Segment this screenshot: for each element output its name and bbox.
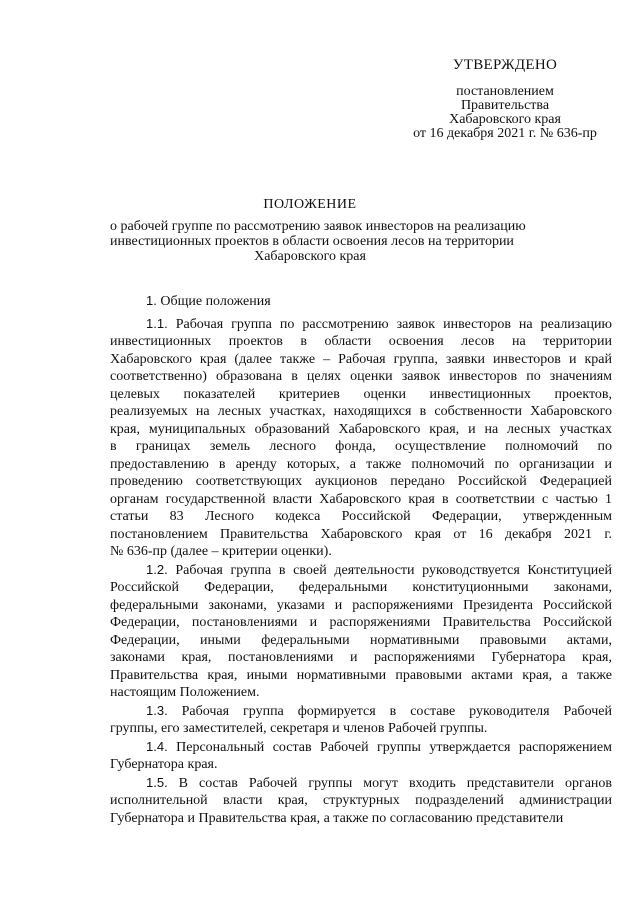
paragraph-line-text: Рабочая группа формируется в составе руководителя Рабочей: [181, 703, 612, 719]
paragraph-line: [110, 421, 612, 439]
paragraph-line: [110, 649, 612, 667]
paragraph-line: [110, 632, 612, 650]
paragraph-line-text: Рабочая группа в своей деятельности руководствуется Конституцией: [175, 562, 612, 578]
paragraph-line-text: Федерации, иными федеральными нормативными правовыми актами,: [110, 632, 612, 648]
paragraph-line: [110, 473, 612, 491]
paragraph-line: [110, 508, 612, 526]
paragraph-line: [110, 438, 612, 456]
paragraph-line: [110, 756, 612, 774]
paragraph-line: [110, 333, 612, 351]
paragraph-line-text: федеральными законами, указами и распоряжениями Президента Российской: [110, 597, 612, 613]
paragraph-line-text: соответственно) образована в целях оценки заявок инвесторов по значениям: [110, 369, 612, 384]
approval-stamp: [390, 58, 620, 141]
title-block: [110, 197, 526, 264]
paragraph: [110, 702, 612, 738]
paragraph-line: [110, 810, 612, 828]
paragraph-line: [110, 702, 612, 721]
paragraph-line-text: края, муниципальных образований Хабаровского края, и на лесных участках: [110, 421, 612, 437]
paragraph-line-text: группы, его заместителей, секретаря и членов Рабочей группы.: [110, 721, 488, 736]
paragraph-line-text: В состав Рабочей группы могут входить представители органов: [178, 775, 613, 791]
paragraph-number: 1.2.: [146, 561, 168, 577]
paragraph-number: 1.5.: [146, 774, 168, 790]
paragraph-line: [110, 403, 612, 421]
approval-line: от 16 декабря 2021 г. № 636-пр: [413, 126, 597, 141]
paragraph-line-text: органам государственной власти Хабаровского края в соответствии с частью 1: [110, 491, 612, 507]
paragraph: [110, 738, 612, 774]
paragraph-line-text: в границах земель лесного фонда, осуществление полномочий по: [110, 439, 612, 454]
paragraph-line: [110, 561, 612, 580]
paragraph-line-text: проведению соответствующих аукционов передано Российской Федерацией: [110, 474, 612, 489]
paragraph-line-text: Федерации, постановлениями и распоряжениями Правительства Российской: [110, 615, 612, 630]
paragraph-line: [110, 491, 612, 509]
paragraph-line: [110, 720, 612, 738]
paragraph-line-text: статьи 83 Лесного кодекса Российской Федерации, утвержденным: [110, 509, 612, 524]
paragraph-line: [110, 614, 612, 632]
paragraph-line-text: Хабаровского края (далее также – Рабочая группа, заявки инвесторов и край: [110, 351, 612, 367]
paragraph-line-text: № 636-пр (далее – критерии оценки).: [110, 544, 332, 559]
section-number: 1.: [146, 293, 157, 308]
paragraph-line: [110, 667, 612, 685]
paragraph-line-text: постановлением Правительства Хабаровского края от 16 декабря 2021 г.: [110, 526, 612, 542]
approval-line: Правительства: [460, 98, 550, 113]
paragraph-line-text: настоящим Положением.: [110, 685, 260, 700]
paragraph-number: 1.3.: [146, 702, 168, 718]
paragraph-line-text: Российской Федерации, федеральными конституционными законами,: [110, 580, 612, 595]
paragraph-line: [110, 792, 612, 810]
paragraph-line: [110, 774, 612, 793]
section-heading: [110, 292, 612, 311]
paragraph-line: [110, 315, 612, 334]
paragraph-line: [110, 738, 612, 757]
approval-line: постановлением: [456, 84, 554, 99]
paragraph-line: [110, 684, 612, 702]
document-title: ПОЛОЖЕНИЕ: [263, 197, 357, 212]
approval-line: Хабаровского края: [449, 112, 561, 127]
section-heading-text: Общие положения: [160, 294, 271, 309]
approved-label: УТВЕРЖДЕНО: [452, 57, 558, 73]
paragraph-line-text: целевых показателей критериев оценки инвестиционных проектов,: [110, 386, 612, 402]
paragraph-line: [110, 597, 612, 615]
paragraph-line: [110, 543, 612, 561]
paragraph-line: [110, 526, 612, 544]
paragraph-line: [110, 579, 612, 597]
paragraph-list: [110, 315, 612, 828]
paragraph-line-text: Рабочая группа по рассмотрению заявок инвесторов на реализацию: [175, 316, 612, 332]
paragraph-number: 1.4.: [146, 738, 168, 754]
paragraph-line-text: Персональный состав Рабочей группы утверждается распоряжением: [176, 739, 613, 755]
paragraph: [110, 774, 612, 828]
paragraph: [110, 561, 612, 702]
paragraph-line: [110, 351, 612, 369]
document-subtitle-line: Хабаровского края: [254, 249, 366, 264]
document-subtitle-line: инвестиционных проектов в области освоения лесов на территории: [110, 234, 514, 249]
paragraph-line-text: реализуемых на лесных участках, находящихся в собственности Хабаровского: [110, 404, 612, 419]
paragraph-line: [110, 386, 612, 404]
paragraph-line-text: законами края, постановлениями и распоряжениями Губернатора края,: [110, 650, 612, 665]
paragraph-line: [110, 368, 612, 386]
document-subtitle-line: о рабочей группе по рассмотрению заявок инвесторов на реализацию: [110, 219, 526, 234]
paragraph-number: 1.1.: [146, 315, 168, 331]
paragraph-line-text: Правительства края, иными нормативными правовыми актами края, а также: [110, 667, 612, 683]
paragraph: [110, 315, 612, 561]
paragraph-line-text: инвестиционных проектов в области освоения лесов на территории: [110, 334, 612, 349]
paragraph-line-text: предоставлению в аренду которых, а также полномочий по организации и: [110, 456, 612, 472]
paragraph-line: [110, 456, 612, 474]
paragraph-line-text: Губернатора края.: [110, 757, 218, 772]
paragraph-line-text: исполнительной власти края, структурных подразделений администрации: [110, 793, 612, 808]
document-body: [110, 292, 612, 827]
paragraph-line-text: Губернатора и Правительства края, а также по согласованию представители: [110, 810, 564, 826]
